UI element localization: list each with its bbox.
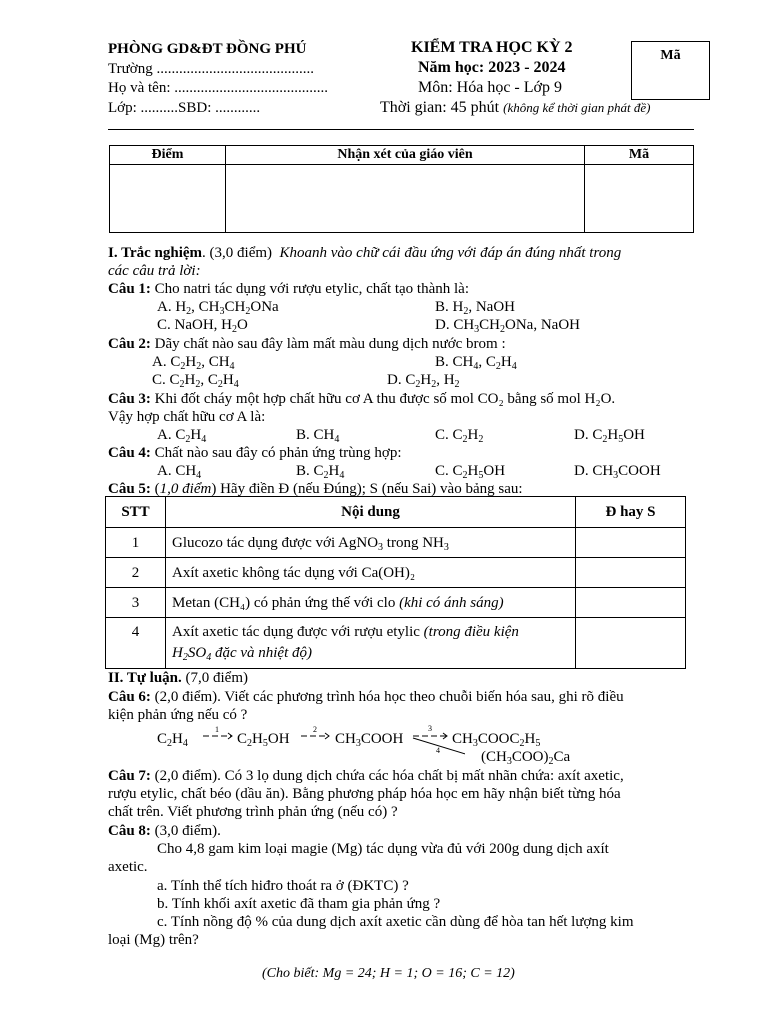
row-stt: 3 xyxy=(106,588,166,618)
question-1 xyxy=(108,280,469,298)
class-sbd-field: Lớp: ..........SBD: ............ xyxy=(108,100,261,116)
question-2 xyxy=(108,335,506,353)
q3-text-cont: Vậy hợp chất hữu cơ A là: xyxy=(108,409,266,425)
q2-option-a[interactable]: A. $C_2H_2$, $CH_4$ xyxy=(152,354,235,372)
q5-points: 1,0 điểm xyxy=(159,481,212,497)
q1-option-d[interactable]: D. $CH_3CH_2ONa$, NaOH xyxy=(435,317,580,335)
question-5: Câu 5: (1,0 điểm) Hãy điền Đ (nếu Đúng); S (nếu Sai) vào bảng sau: xyxy=(108,481,523,497)
stt-header: STT xyxy=(106,497,166,528)
part2-points: (7,0 điểm) xyxy=(185,670,248,686)
q8-text: Cho 4,8 gam kim loại magie (Mg) tác dụng vừa đủ với 200g dung dịch axít xyxy=(157,841,609,857)
q8-part-c-cont: loại (Mg) trên? xyxy=(108,932,199,948)
part1-instruction-cont: các câu trả lời: xyxy=(108,263,201,279)
q3-option-b[interactable]: B. $CH_4$ xyxy=(296,427,340,445)
school-field: Trường .......................................... xyxy=(108,61,314,77)
header-divider xyxy=(108,129,694,130)
row-content: Axít axetic không tác dụng với Ca(OH)₂ xyxy=(166,558,576,588)
q1-text: Cho natri tác dụng với rượu etylic, chất tạo thành là: xyxy=(154,281,469,297)
row-content-note: (trong điều kiện xyxy=(423,624,519,640)
chain-ch3cooh: $CH_3COOH$ xyxy=(335,731,404,749)
q4-option-a[interactable]: A. $CH_4$ xyxy=(157,463,202,481)
content-header: Nội dung xyxy=(166,497,576,528)
code-cell[interactable] xyxy=(585,165,694,233)
row-content xyxy=(166,588,576,618)
comment-header: Nhận xét của giáo viên xyxy=(226,146,585,165)
row-content-text: Axít axetic tác dụng được với rượu etylic xyxy=(172,624,420,640)
row-stt: 2 xyxy=(106,558,166,588)
exam-time-note: (không kể thời gian phát đề) xyxy=(503,100,651,115)
q7-text-line2: rượu etylic, chất béo (dầu ăn). Bằng phương pháp hóa học em hãy nhận biết từng hóa xyxy=(108,786,621,802)
part2-heading xyxy=(108,669,248,687)
q8-part-b: b. Tính khối axít axetic đã tham gia phản ứng ? xyxy=(157,896,441,912)
part1-instruction: Khoanh vào chữ cái đầu ứng với đáp án đúng nhất trong xyxy=(279,245,622,261)
score-header: Điểm xyxy=(110,146,226,165)
q3-option-d[interactable]: D. $C_2H_5OH$ xyxy=(574,427,645,445)
chain-c2h5oh: $C_2H_5OH$ xyxy=(237,731,290,749)
q8-points: (3,0 điểm). xyxy=(154,823,221,839)
q1-label: Câu 1: xyxy=(108,281,151,297)
question-6 xyxy=(108,688,624,706)
exam-title: KIỂM TRA HỌC KỲ 2 xyxy=(411,39,573,56)
q5-text: Hãy điền Đ (nếu Đúng); S (nếu Sai) vào bảng sau: xyxy=(220,481,523,497)
q7-label: Câu 7: xyxy=(108,768,151,784)
answer-header: Đ hay S xyxy=(576,497,686,528)
reaction-arrows xyxy=(195,722,465,762)
part1-points: . (3,0 điểm) xyxy=(202,245,273,261)
q7-text: (2,0 điểm). Có 3 lọ dung dịch chứa các hóa chất bị mất nhãn chứa: axít axetic, xyxy=(154,768,624,784)
q4-label: Câu 4: xyxy=(108,445,151,461)
question-3 xyxy=(108,390,615,408)
q3-text: Khi đốt cháy một hợp chất hữu cơ A thu được số mol CO₂ bằng số mol H₂O. xyxy=(154,391,616,407)
q8-text-cont: axetic. xyxy=(108,859,148,875)
q4-option-b[interactable]: B. $C_2H_4$ xyxy=(296,463,345,481)
step-2-label: 2 xyxy=(313,725,317,734)
row-stt: 1 xyxy=(106,528,166,558)
q3-option-c[interactable]: C. $C_2H_2$ xyxy=(435,427,484,445)
part1-heading xyxy=(108,244,621,262)
q4-text: Chất nào sau đây có phản ứng trùng hợp: xyxy=(154,445,402,461)
table-row xyxy=(106,588,686,618)
code-box xyxy=(631,41,710,100)
true-false-table xyxy=(105,496,686,669)
question-7 xyxy=(108,767,624,785)
q8-part-a: a. Tính thể tích hiđro thoát ra ở (ĐKTC) ? xyxy=(157,878,409,894)
student-name-field: Họ và tên: ......................................... xyxy=(108,80,328,96)
exam-time-text: Thời gian: 45 phút xyxy=(380,99,500,116)
q5-label: Câu 5: xyxy=(108,481,151,497)
score-table xyxy=(109,145,694,233)
row-stt: 4 xyxy=(106,618,166,669)
q6-label: Câu 6: xyxy=(108,689,151,705)
row-content: Glucozo tác dụng được với AgNO$_3$ trong $NH_3$ xyxy=(166,528,576,558)
question-4 xyxy=(108,444,402,462)
q4-option-d[interactable]: D. $CH_3COOH$ xyxy=(574,463,661,481)
q2-label: Câu 2: xyxy=(108,336,151,352)
part1-title: I. Trắc nghiệm xyxy=(108,245,203,261)
step-3-label: 3 xyxy=(428,724,432,733)
q4-option-c[interactable]: C. $C_2H_5OH$ xyxy=(435,463,506,481)
comment-cell[interactable] xyxy=(226,165,585,233)
table-row xyxy=(106,528,686,558)
q3-label: Câu 3: xyxy=(108,391,151,407)
row-content-text: Metan (CH₄) có phản ứng thế với clo xyxy=(172,594,396,611)
step-1-label: 1 xyxy=(215,725,219,734)
q6-text: (2,0 điểm). Viết các phương trình hóa học theo chuỗi biến hóa sau, ghi rõ điều xyxy=(154,689,624,705)
row-answer-cell[interactable] xyxy=(576,528,686,558)
q6-text-cont: kiện phản ứng nếu có ? xyxy=(108,707,248,723)
row-answer-cell[interactable] xyxy=(576,558,686,588)
q8-label: Câu 8: xyxy=(108,823,151,839)
q1-option-a[interactable]: A. $H_2$, $CH_3CH_2ONa$ xyxy=(157,299,279,317)
row-answer-cell[interactable] xyxy=(576,618,686,669)
table-row xyxy=(106,618,686,669)
chain-c2h4: $C_2H_4$ xyxy=(157,731,188,749)
table-row xyxy=(106,558,686,588)
row-content: Axít axetic tác dụng được với rượu etylic (trong điều kiện $H_2SO_4$ đặc và nhiệt độ) xyxy=(166,618,576,669)
chain-calcium-acetate: $(CH_3COO)_2Ca$ xyxy=(481,749,571,767)
q2-text: Dãy chất nào sau đây làm mất màu dung dịch nước brom : xyxy=(154,336,506,352)
code-box-label: Mã xyxy=(660,48,681,63)
atomic-mass-note: (Cho biết: Mg = 24; H = 1; O = 16; C = 12) xyxy=(262,966,515,981)
score-cell[interactable] xyxy=(110,165,226,233)
code-header: Mã xyxy=(585,146,694,165)
school-year: Năm học: 2023 - 2024 xyxy=(418,59,566,76)
question-8 xyxy=(108,822,221,840)
q1-option-b[interactable]: B. $H_2$, NaOH xyxy=(435,299,515,317)
department-name: PHÒNG GD&ĐT ĐỒNG PHÚ xyxy=(108,41,307,57)
q2-option-c[interactable]: C. $C_2H_2$, $C_2H_4$ xyxy=(152,372,239,390)
q1-option-c[interactable]: C. NaOH, $H_2O$ xyxy=(157,317,248,335)
q8-part-c: c. Tính nồng độ % của dung dịch axít axetic cần dùng để hòa tan hết lượng kim xyxy=(157,914,634,930)
row-answer-cell[interactable] xyxy=(576,588,686,618)
exam-time xyxy=(380,99,651,117)
q3-option-a[interactable]: A. $C_2H_4$ xyxy=(157,427,207,445)
q7-text-line3: chất trên. Viết phương trình phản ứng (nếu có) ? xyxy=(108,804,398,820)
subject: Môn: Hóa học - Lớp 9 xyxy=(418,79,562,96)
q2-option-b[interactable]: B. $CH_4$, $C_2H_4$ xyxy=(435,354,517,372)
part2-title: II. Tự luận. xyxy=(108,670,182,686)
row-content-note: (khi có ánh sáng) xyxy=(399,594,504,611)
chain-ester: $CH_3COOC_2H_5$ xyxy=(452,731,541,749)
q2-option-d[interactable]: D. $C_2H_2$, $H_2$ xyxy=(387,372,460,390)
step-4-label: 4 xyxy=(436,746,440,755)
